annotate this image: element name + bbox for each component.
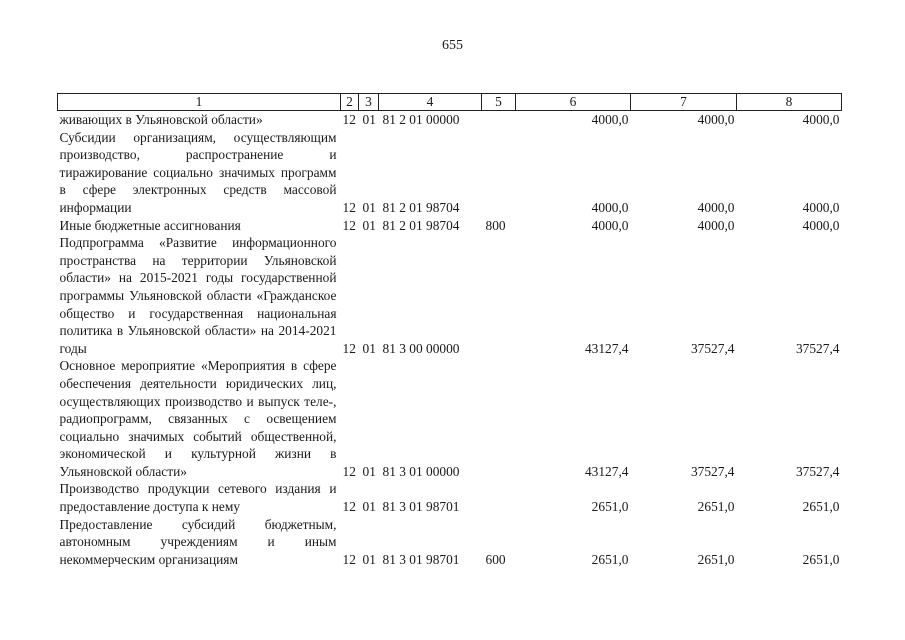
row-amount-2: 2651,0 bbox=[697, 551, 735, 567]
row-amount-3: 4000,0 bbox=[802, 199, 840, 215]
row-amount-1: 4000,0 bbox=[591, 217, 629, 233]
row-amount-3: 37527,4 bbox=[795, 463, 840, 479]
row-name: Субсидии организациям, осуществляющим производство, распространение и тиражирование социально значимых программ в сфере электронных средств массовой информации bbox=[59, 129, 337, 215]
header-col-3: 3 bbox=[359, 94, 379, 111]
row-section: 12 bbox=[342, 112, 356, 127]
row-section: 12 bbox=[342, 199, 356, 215]
table-row bbox=[58, 480, 842, 515]
row-amount-2: 4000,0 bbox=[697, 199, 735, 215]
row-amount-1: 4000,0 bbox=[591, 199, 629, 215]
row-amount-1: 2651,0 bbox=[591, 499, 629, 515]
page-number: 655 bbox=[442, 38, 463, 53]
row-amount-2: 37527,4 bbox=[690, 340, 735, 356]
row-amount-1: 43127,4 bbox=[584, 340, 629, 356]
row-name: Производство продукции сетевого издания и предоставление доступа к нему bbox=[59, 481, 337, 515]
row-section: 12 bbox=[342, 551, 356, 567]
row-subsection: 01 bbox=[362, 199, 376, 215]
row-target-code: 81 2 01 98704 bbox=[382, 217, 460, 233]
row-target-code: 81 3 01 98701 bbox=[382, 551, 460, 567]
table-row bbox=[58, 111, 842, 129]
row-expense-type: 600 bbox=[485, 551, 506, 567]
row-target-code: 81 3 01 98701 bbox=[382, 499, 460, 515]
row-expense-type bbox=[482, 129, 516, 217]
row-section: 12 bbox=[342, 463, 356, 479]
row-subsection: 01 bbox=[362, 463, 376, 479]
row-amount-3: 4000,0 bbox=[802, 112, 840, 127]
row-amount-2: 37527,4 bbox=[690, 463, 735, 479]
row-target-code: 81 3 01 00000 bbox=[382, 463, 460, 479]
row-name: Подпрограмма «Развитие информационного пространства на территории Ульяновской области» на 2015-2021 годы государственной программы Ульяновской области «Гражданское общество и государственная национальная политика в Ульяновской области» на 2014-2021 годы bbox=[59, 235, 337, 356]
row-amount-1: 2651,0 bbox=[591, 551, 629, 567]
table-row bbox=[58, 217, 842, 235]
row-target-code: 81 2 01 00000 bbox=[382, 112, 460, 127]
row-section: 12 bbox=[342, 217, 356, 233]
row-amount-2: 4000,0 bbox=[697, 112, 735, 127]
row-amount-3: 2651,0 bbox=[802, 551, 840, 567]
row-subsection: 01 bbox=[362, 551, 376, 567]
row-amount-3: 4000,0 bbox=[802, 217, 840, 233]
row-section: 12 bbox=[342, 340, 356, 356]
header-col-2: 2 bbox=[341, 94, 359, 111]
header-col-6: 6 bbox=[516, 94, 631, 111]
row-expense-type bbox=[482, 234, 516, 357]
header-col-1: 1 bbox=[58, 94, 341, 111]
row-expense-type bbox=[482, 480, 516, 515]
budget-table bbox=[57, 93, 842, 568]
row-section: 12 bbox=[342, 499, 356, 515]
row-target-code: 81 2 01 98704 bbox=[382, 199, 460, 215]
header-col-4: 4 bbox=[379, 94, 482, 111]
row-amount-1: 43127,4 bbox=[584, 463, 629, 479]
header-row bbox=[58, 94, 842, 111]
table-row bbox=[58, 234, 842, 357]
row-name: Иные бюджетные ассигнования bbox=[59, 217, 241, 233]
row-amount-1: 4000,0 bbox=[591, 112, 629, 127]
row-expense-type: 800 bbox=[485, 217, 506, 233]
table-row bbox=[58, 516, 842, 569]
row-subsection: 01 bbox=[362, 499, 376, 515]
table-row bbox=[58, 357, 842, 480]
header-col-5: 5 bbox=[482, 94, 516, 111]
row-expense-type bbox=[482, 111, 516, 129]
row-target-code: 81 3 00 00000 bbox=[382, 340, 460, 356]
row-amount-3: 2651,0 bbox=[802, 499, 840, 515]
row-subsection: 01 bbox=[362, 217, 376, 233]
header-col-7: 7 bbox=[631, 94, 737, 111]
row-name: живающих в Ульяновской области» bbox=[59, 112, 263, 127]
row-name: Основное мероприятие «Мероприятия в сфере обеспечения деятельности юридических лиц, осуществляющих производство и выпуск теле-, радиопрограмм, связанных с освещением социально значимых событий общественной, экономической и культурной жизни в Ульяновской области» bbox=[59, 358, 337, 479]
row-amount-3: 37527,4 bbox=[795, 340, 840, 356]
row-amount-2: 4000,0 bbox=[697, 217, 735, 233]
row-expense-type bbox=[482, 357, 516, 480]
row-subsection: 01 bbox=[362, 112, 376, 127]
table-row bbox=[58, 129, 842, 217]
row-name: Предоставление субсидий бюджетным, автономным учреждениям и иным некоммерческим организациям bbox=[59, 516, 337, 567]
header-col-8: 8 bbox=[737, 94, 842, 111]
row-amount-2: 2651,0 bbox=[697, 499, 735, 515]
row-subsection: 01 bbox=[362, 340, 376, 356]
